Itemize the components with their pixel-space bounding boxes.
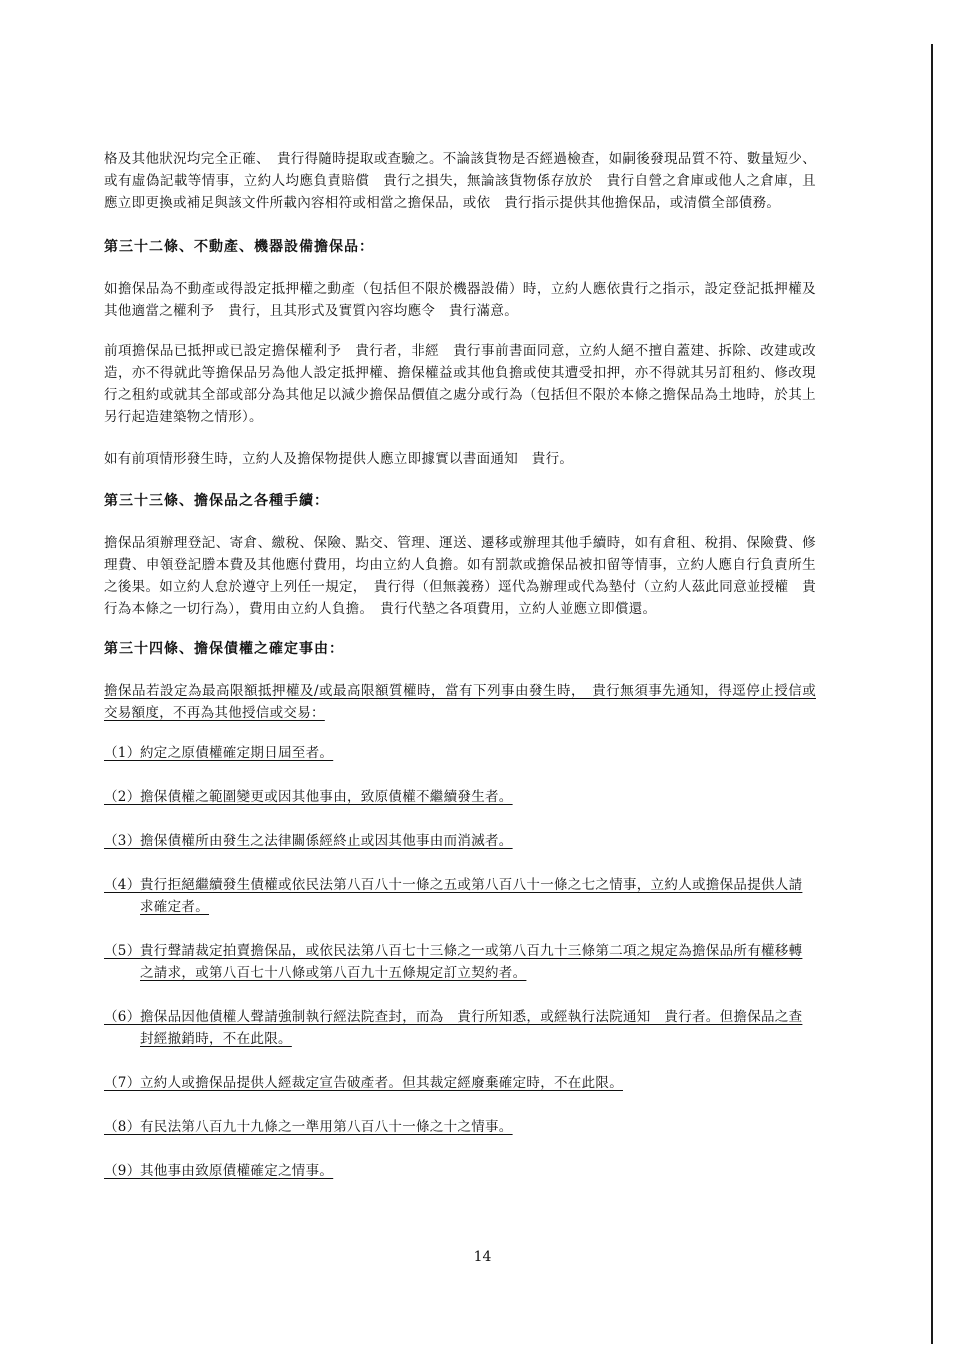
- list-item-number: （3）: [104, 833, 141, 849]
- list-item: [104, 786, 816, 808]
- list-item-text: 擔保債權所由發生之法律關係經終止或因其他事由而消滅者。: [140, 833, 513, 849]
- list-item-number: （1）: [104, 745, 141, 761]
- list-item: [104, 1160, 816, 1182]
- list-item-text: 約定之原債權確定期日屆至者。: [140, 745, 334, 761]
- article-33: [104, 490, 816, 620]
- article-32-paragraph-1: 如擔保品為不動產或得設定抵押權之動產（包括但不限於機器設備）時，立約人應依貴行之指示，設定登記抵押權及其他適當之權利予 貴行，且其形式及實質內容均應令 貴行滿意。: [104, 281, 816, 319]
- list-item-number: （2）: [104, 789, 141, 805]
- article-32-paragraph-2: 前項擔保品已抵押或已設定擔保權利予 貴行者，非經 貴行事前書面同意，立約人絕不擅自蓋建、拆除、改建或改造，亦不得就此等擔保品另為他人設定抵押權、擔保權益或其他負擔或使其遭受扣押，亦不得就其另訂租約、修改現行之租約或就其全部或部分為其他足以減少擔保品價值之處分或行為（包括但不限於本條之擔保品為土地時，於其上另行起造建築物之情形）。: [104, 343, 816, 425]
- list-item-text: 有民法第八百九十九條之一準用第八百八十一條之十之情事。: [140, 1119, 513, 1135]
- list-item: [104, 830, 816, 852]
- list-item-text: 擔保品因他債權人聲請強制執行經法院查封，而為 貴行所知悉，或經執行法院通知 貴行者。但擔保品之查封經撤銷時，不在此限。: [140, 1009, 803, 1047]
- list-item-number: （9）: [104, 1163, 141, 1179]
- list-item: [104, 742, 816, 764]
- list-item: [104, 1006, 816, 1050]
- list-item: [104, 1072, 816, 1094]
- list-item-number: （8）: [104, 1119, 141, 1135]
- list-item-number: （4）: [104, 877, 141, 893]
- list-item-number: （6）: [104, 1009, 141, 1025]
- article-34: [104, 638, 816, 1182]
- list-item-text: 其他事由致原債權確定之情事。: [140, 1163, 334, 1179]
- article-32-paragraph-3: 如有前項情形發生時，立約人及擔保物提供人應立即據實以書面通知 貴行。: [104, 451, 574, 467]
- list-item-number: （5）: [104, 943, 141, 959]
- list-item: [104, 940, 816, 984]
- intro-paragraph: 格及其他狀況均完全正確、 貴行得隨時提取或查驗之。不論該貨物是否經過檢查，如嗣後發現品質不符、數量短少、或有虛偽記載等情事，立約人均應負責賠償 貴行之損失，無論該貨物係存放於 貴行自營之倉庫或他人之倉庫，且應立即更換或補足與該文件所載內容相符或相當之擔保品，或依 貴行指示提供其他擔保品，或清償全部債務。: [104, 151, 816, 211]
- list-item: [104, 1116, 816, 1138]
- article-33-heading: 第三十三條、擔保品之各種手續：: [104, 493, 329, 509]
- page-number: 14: [473, 1249, 492, 1265]
- document-body: [104, 148, 816, 1204]
- list-item-number: （7）: [104, 1075, 141, 1091]
- list-item-text: 貴行拒絕繼續發生債權或依民法第八百八十一條之五或第八百八十一條之七之情事，立約人或擔保品提供人請求確定者。: [140, 877, 803, 915]
- list-item-text: 擔保債權之範圍變更或因其他事由，致原債權不繼續發生者。: [140, 789, 513, 805]
- article-34-items: [104, 742, 816, 1182]
- list-item-text: 貴行聲請裁定拍賣擔保品，或依民法第八百七十三條之一或第八百九十三條第二項之規定為擔保品所有權移轉之請求，或第八百七十八條或第八百九十五條規定訂立契約者。: [140, 943, 803, 981]
- article-33-paragraph: 擔保品須辦理登記、寄倉、繳稅、保險、點交、管理、運送、遷移或辦理其他手續時，如有倉租、稅捐、保險費、修理費、申領登記謄本費及其他應付費用，均由立約人負擔。如有罰款或擔保品被扣留等情事，立約人應自行負責所生之後果。如立約人怠於遵守上列任一規定， 貴行得（但無義務）逕代為辦理或代為墊付（立約人茲此同意並授權 貴行為本條之一切行為），費用由立約人負擔。 貴行代墊之各項費用，立約人並應立即償還。: [104, 535, 816, 617]
- article-34-intro: 擔保品若設定為最高限額抵押權及/或最高限額質權時，當有下列事由發生時， 貴行無須事先通知，得逕停止授信或交易額度，不再為其他授信或交易：: [104, 683, 816, 721]
- list-item: [104, 874, 816, 918]
- list-item-text: 立約人或擔保品提供人經裁定宣告破產者。但其裁定經廢棄確定時，不在此限。: [140, 1075, 623, 1091]
- article-32-heading: 第三十二條、不動產、機器設備擔保品：: [104, 239, 374, 255]
- article-32: [104, 236, 816, 470]
- article-34-heading: 第三十四條、擔保債權之確定事由：: [104, 641, 344, 657]
- page-edge-line: [931, 44, 933, 1344]
